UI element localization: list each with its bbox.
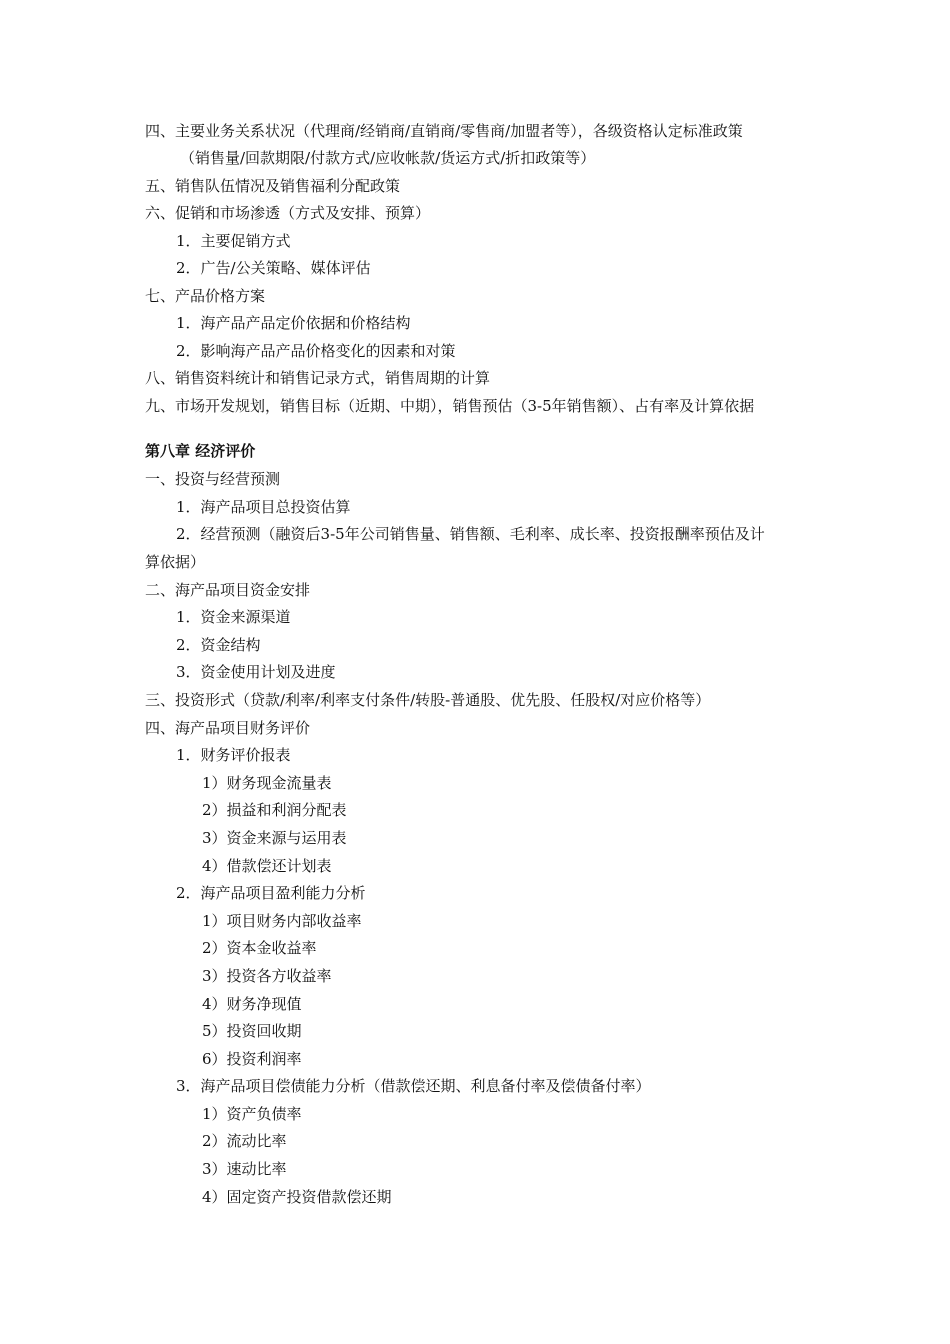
econ-section-4-2-2: 2）资本金收益率 [202, 939, 317, 957]
econ-section-4-3-3: 3）速动比率 [202, 1160, 287, 1178]
sales-item-9: 九、市场开发规划，销售目标（近期、中期），销售预估（3-5年销售额）、占有率及计算依据 [145, 397, 755, 415]
econ-section-4-1-4: 4）借款偿还计划表 [202, 857, 332, 875]
econ-section-2: 二、海产品项目资金安排 [145, 581, 311, 599]
econ-section-4-1-2: 2）损益和利润分配表 [202, 801, 347, 819]
econ-section-4-1-1: 1）财务现金流量表 [202, 774, 332, 792]
sales-item-6: 六、促销和市场渗透（方式及安排、预算） [145, 204, 431, 222]
econ-section-4-2-6: 6）投资利润率 [202, 1050, 302, 1068]
econ-section-4-2-3: 3）投资各方收益率 [202, 967, 332, 985]
econ-section-4-2-4: 4）财务净现值 [202, 995, 302, 1013]
econ-section-1-2-continued: 算依据） [145, 553, 206, 571]
sales-item-6-2: 2．广告/公关策略、媒体评估 [176, 259, 371, 277]
econ-section-4-3-2: 2）流动比率 [202, 1132, 287, 1150]
econ-section-2-1: 1．资金来源渠道 [176, 608, 291, 626]
econ-section-4-3-4: 4）固定资产投资借款偿还期 [202, 1188, 392, 1206]
econ-section-2-3: 3．资金使用计划及进度 [176, 663, 336, 681]
econ-section-1-2: 2．经营预测（融资后3-5年公司销售量、销售额、毛利率、成长率、投资报酬率预估及计 [176, 525, 765, 543]
econ-section-4-2: 2．海产品项目盈利能力分析 [176, 884, 366, 902]
chapter-8-title: 第八章 经济评价 [145, 442, 256, 460]
sales-item-6-1: 1．主要促销方式 [176, 232, 291, 250]
sales-item-5: 五、销售队伍情况及销售福利分配政策 [145, 177, 401, 195]
sales-item-7: 七、产品价格方案 [145, 287, 266, 305]
econ-section-1: 一、投资与经营预测 [145, 470, 281, 488]
econ-section-4-3-1: 1）资产负债率 [202, 1105, 302, 1123]
econ-section-2-2: 2．资金结构 [176, 636, 261, 654]
sales-item-7-2: 2．影响海产品产品价格变化的因素和对策 [176, 342, 456, 360]
econ-section-4-1-3: 3）资金来源与运用表 [202, 829, 347, 847]
sales-item-4-continued: （销售量/回款期限/付款方式/应收帐款/货运方式/折扣政策等） [180, 149, 596, 167]
econ-section-4: 四、海产品项目财务评价 [145, 719, 311, 737]
econ-section-3: 三、投资形式（贷款/利率/利率支付条件/转股-普通股、优先股、任股权/对应价格等） [145, 691, 711, 709]
econ-section-4-1: 1．财务评价报表 [176, 746, 291, 764]
sales-item-4: 四、主要业务关系状况（代理商/经销商/直销商/零售商/加盟者等），各级资格认定标准政策 [145, 122, 743, 140]
econ-section-4-2-1: 1）项目财务内部收益率 [202, 912, 362, 930]
econ-section-4-3: 3．海产品项目偿债能力分析（借款偿还期、利息备付率及偿债备付率） [176, 1077, 651, 1095]
econ-section-1-1: 1．海产品项目总投资估算 [176, 498, 351, 516]
sales-item-8: 八、销售资料统计和销售记录方式，销售周期的计算 [145, 369, 491, 387]
econ-section-4-2-5: 5）投资回收期 [202, 1022, 302, 1040]
sales-item-7-1: 1．海产品产品定价依据和价格结构 [176, 314, 411, 332]
